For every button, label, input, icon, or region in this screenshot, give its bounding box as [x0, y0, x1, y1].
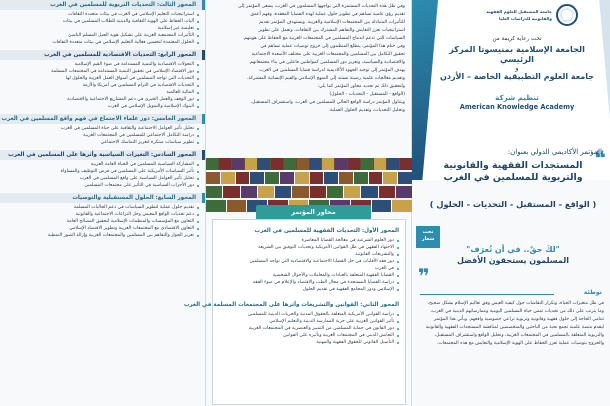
axis-bullet-item: التحديات التي تواجه المسلمين في أسواق العمل الغربية والحلول لها [6, 75, 199, 82]
axis-section [0, 114, 205, 149]
decorative-stripe [412, 0, 438, 180]
intro-paragraph-line: تتنامى الحاجة إلى حلول فقهية وقانونية وتربوية تراعي خصوصية واقعهم. ويأتي هذا المؤتمر [433, 317, 604, 322]
conference-label: المؤتمر الأكاديمي الدولي بعنوان: [507, 148, 602, 156]
axis-bullet-item: التأصيل القانوني للحقوق الفقهية والمهنية [219, 339, 399, 346]
left-axes-list [0, 0, 205, 242]
axis-bullet-item: دراسة التكامل الاجتماعي للمسلمين في المجتمعات الغربية [6, 132, 199, 139]
brochure-left-panel [0, 0, 206, 406]
axes-list [183, 226, 405, 349]
university-emblem-icon [556, 4, 578, 26]
organizer-label: تنظيم شركة [495, 93, 539, 102]
axis-bullet-list [213, 310, 405, 349]
university-logo [482, 2, 578, 30]
organization-primary: الجامعة الإسلامية بمنيسوتا المركز الرئيسي [449, 44, 585, 64]
intro-paragraph-line: ليقدم منصة علمية تجمع نخبة من الباحثين والمتخصصين لمناقشة المستجدات الفقهية والقانونية [425, 325, 604, 330]
intro-divider [420, 294, 554, 295]
sponsor-intro: تحت رعاية كريمة من [492, 36, 542, 42]
body-paragraph-line: ولتحقيق ذلك تم تحديد محاور المؤتمر كما يلي: [317, 84, 405, 89]
conference-title: المستجدات الفقهية والقانونية والتربوية للمسلمين في الغرب [443, 160, 583, 183]
axis-bullet-item: الاجتهاد الفقهي في ظل القوانين الأمريكية وتحديات التوفيق بين الشريعة [219, 244, 399, 251]
axis-bullet-item: التحديات الاقتصادية في التزام المسلمين في أمريكا والأزمة [6, 82, 199, 89]
axis-bullet-item: تقديم حلول عملية لتطوير السياسات في دعم الجاليات المسلمة [6, 204, 199, 211]
logo-line-1: جامعة المستقبل للعلوم الفقهية [486, 9, 552, 14]
axis-section-title: المحور الثاني: القوانين والتشريعات وأثرها على المجتمعات المسلمة في الغرب [183, 302, 399, 308]
axis-bullet-item: التعاون الاقتصادي مع المجتمعات الغربية وتطوير الاقتصاد الإسلامي [6, 225, 199, 232]
axis-bullet-list [0, 160, 205, 192]
body-paragraph-line: للتأثيرات المتبادلة بين المجتمعات الإسلامية والغربية. ويستهدف المؤتمر تقديم [259, 20, 405, 25]
body-paragraph-line: استراتيجيات تعزز التعايش والتفاهم المشترك بين الثقافات، وتعمل على تطوير [258, 28, 405, 33]
axis-bullet-item: في الغرب [219, 265, 399, 272]
quote-open-icon: ❝ [594, 146, 606, 170]
axis-bullet-item: تأثير القوانين الغربية على حرية الممارسة الدينية والتعليم الإسلامي [219, 318, 399, 325]
brochure-middle-panel [183, 0, 412, 406]
axis-bullet-item: دور الأحزاب السياسية في التأثير على مجتمعات المسلمين [6, 182, 199, 189]
middle-body-text [212, 3, 405, 153]
axis-bullet-item: آليات الحفاظ على الهوية الثقافية والدينية للطلاب المسلمين في بيئات [6, 18, 199, 25]
axis-bullet-item: التعايش الديني في المجتمعات الغربية وتأثيره على القوانين [219, 332, 399, 339]
logo-line-2: والقانونية للدراسات العليا [499, 16, 552, 21]
axis-bullet-list [0, 60, 205, 113]
axis-bullet-item: تحليل تأثير العوامل الاجتماعية والثقافية على حياة المسلمين في الغرب [6, 125, 199, 132]
conference-axes-box [183, 219, 406, 405]
intro-paragraph-line: وما يترتب على ذلك من تحديات تمس حياة المسلمين اليومية وممارساتهم الدينية في الغرب، [430, 309, 604, 314]
slogan-quote [424, 244, 602, 278]
axis-bullet-item: التأثيرات المجتمعية الغربية على تشكيل هوية الجيل المسلم الناشئ [6, 32, 199, 39]
intro-paragraph-line: في ظل متغيرات الحياة، وتكرار النقاشات حول كيفية العيش وفق تعاليم الإسلام بشكل صحيح، [427, 301, 604, 306]
intro-paragraph-line: والخروج بتوصيات عملية تعزز الحفاظ على الهوية الإسلامية والتعايش مع هذه المجتمعات. [436, 341, 604, 346]
axis-bullet-item: تعزيز الحوار والتفاهم بين المسلمين والمجتمعات الغربية وإزالة الصور النمطية [6, 232, 199, 239]
axis-bullet-item: الإسلامي ودور المجامع الفقهية في تقديم الحلول [219, 286, 399, 293]
axis-bullet-item: تعليمية غير إسلامية [6, 25, 199, 32]
axis-bullet-item: تطوير سياسات مبتكرة لتعزيز التماسك الاجتماعي [6, 139, 199, 146]
body-paragraph-line: وتحليل التحديات، وتقديم الحلول العملية. [328, 108, 405, 113]
conference-subtitle: ( الواقع - المستقبل - التحديات - الحلول ) [429, 199, 597, 209]
body-paragraph-line: تحقيق التكامل بين المسلمين والمجتمعات الغربية على مختلف الأصعدة الاجتماعية [251, 52, 405, 57]
slogan-badge: تحت شعار [416, 226, 440, 248]
intro-paragraph-line: والتربوية المتعلقة بالمسلمين في المجتمعات الغربية، وتحليل الواقع واستشراف المستقبل، [434, 333, 604, 338]
axis-bullet-item: المالية العالمية [6, 89, 199, 96]
axis-section-title: المحور الخامس: دور علماء الاجتماع في فهم واقع المسلمين في الغرب [0, 114, 205, 124]
axis-bullet-item: المشاركة السياسية للمسلمين في الحياة العامة الغربية [6, 161, 199, 168]
axis-section [0, 150, 205, 192]
axis-bullet-list [0, 10, 205, 49]
body-paragraph-line: تقديم رؤى علمية تساهم في تطوير حلول عملية لهذه القضايا المعقدة، وفهم أعمق [250, 12, 405, 17]
axis-bullet-list [0, 203, 205, 242]
intro-heading: توطئة [583, 289, 602, 296]
axis-section-title: المحور الرابع: التحديات الاقتصادية للمسلمين في الغرب [0, 50, 205, 60]
axis-section [0, 0, 205, 49]
axis-bullet-list [0, 124, 205, 149]
axis-section-title: المحور السادس: التغيرات السياسية وأثرها على المسلمين في الغرب [0, 150, 205, 160]
axis-bullet-item: دور الاقتصاد الإسلامي في تحقيق التنمية المستدامة في المجتمعات المسلمة [6, 68, 199, 75]
intro-text [418, 300, 604, 348]
conference-axes-banner: محاور المؤتمر [256, 205, 371, 219]
axis-bullet-item: التحولات الاقتصادية والتنمية المستدامة في ضوء القيم الإسلامية [6, 61, 199, 68]
axis-section [0, 193, 205, 242]
axis-section-title: المحور السابع: الحلول المستقبلية والتوصيات [0, 193, 205, 203]
axis-section [0, 50, 205, 113]
body-paragraph-line: وتقديم معالجات علمية رصينة تستند إلى المنهج الإسلامي والقيم الإنسانية المشتركة. [246, 76, 405, 81]
axis-bullet-item: دراسة القوانين الأمريكية المتعلقة بالحقوق المدنية والحريات الدينية للمسلمين [219, 311, 399, 318]
organizer-name: American Knowledge Academy [459, 103, 575, 111]
axis-bullet-item: دراسة القضايا المستجدة في مجال الطب والاقتصاد والإعلام في ضوء الفقه [219, 279, 399, 286]
organization-conjunction: و [515, 64, 519, 72]
body-paragraph-line: السياسات التي تدعم اندماج المسلمين في المجتمعات الغربية مع الحفاظ على هويتهم. [242, 36, 405, 41]
axis-bullet-item: التعاون مع المؤسسات والمنظمات الإسلامية لتحقيق المصالح العامة [6, 218, 199, 225]
brochure-cover-panel [412, 0, 610, 406]
body-paragraph-line: يهدف المؤتمر إلى توحيد الجهود الأكاديمية لدراسة قضايا المسلمين في الغرب [259, 68, 405, 73]
axis-bullet-item: الحلول المعتمدة لتحسين فعالية التعليم الإسلامي في بيئات متعددة الثقافات [6, 39, 199, 46]
axis-bullet-item: والتشريعات القانونية [219, 251, 399, 258]
axis-bullet-item: دور الوقف والعمل الخيري في دعم المشاريع الاجتماعية والاقتصادية [6, 96, 199, 103]
axis-bullet-item: دور العلوم الشرعية في معالجة القضايا المعاصرة [219, 237, 399, 244]
body-paragraph-line: ويتناول المؤتمر دراسة الواقع الحالي للمسلمين في الغرب، واستشراف المستقبل، [250, 100, 405, 105]
slogan-line-1: "لكَ حقٌ.. في أن تُعرَف" [466, 245, 560, 254]
axis-bullet-item: القضايا الفقهية المتعلقة بالعبادات والمعاملات والأحوال الشخصية [219, 272, 399, 279]
body-paragraph-line: والاقتصادية والسياسية، وتعزيز دور المسلمين كمواطنين فاعلين في بناء مجتمعاتهم. [248, 60, 405, 65]
slogan-line-2: المسلمون يستحقون الأفضل [456, 256, 570, 265]
axis-bullet-item: دور القانون في حماية المسلمين من التمييز والعنصرية في المجتمعات الغربية [219, 325, 399, 332]
axis-bullet-list [213, 236, 405, 296]
body-paragraph-line: (الواقع - المستقبل - التحديات - الحلول) [329, 92, 405, 97]
axis-section-title: المحور الثالث: التحديات التربوية للمسلمين في الغرب [0, 0, 205, 10]
organization-secondary: جامعة العلوم التطبيقية الخاصة – الأردن [440, 72, 594, 81]
quote-close-icon: ❞ [418, 264, 430, 288]
body-paragraph-line: وفي ظل هذه التحديات المستمرة التي يواجهها المسلمون في الغرب، يسعى المؤتمر إلى [237, 4, 405, 9]
axis-bullet-item: تحليل تأثير العوامل السياسية على واقع المسلمين في الغرب [6, 175, 199, 182]
axis-bullet-item: استراتيجيات التعليم الإسلامي في الغرب في بيئات متعددة الثقافات [6, 11, 199, 18]
axis-bullet-item: دعم تحديات الواقع المعيش وحل النزاعات الاجتماعية والقانونية [6, 211, 199, 218]
axis-bullet-item: البنوك الإسلامية والتمويل الإسلامي في الغرب [6, 103, 199, 110]
axis-bullet-item: دور فقه الأقليات في حل القضايا الاجتماعية والاقتصادية التي تواجه المسلمين [219, 258, 399, 265]
body-paragraph-line: وفي ختام هذا المؤتمر، يتطلع المنظمون إلى خروج توصيات عملية تساهم في [260, 44, 405, 49]
axis-section-title: المحور الأول: التحديات الفقهية للمسلمين في الغرب [254, 228, 399, 234]
axis-bullet-item: تأثير السياسات الأمريكية على المسلمين في فرص التوظيف والمساواة [6, 168, 199, 175]
